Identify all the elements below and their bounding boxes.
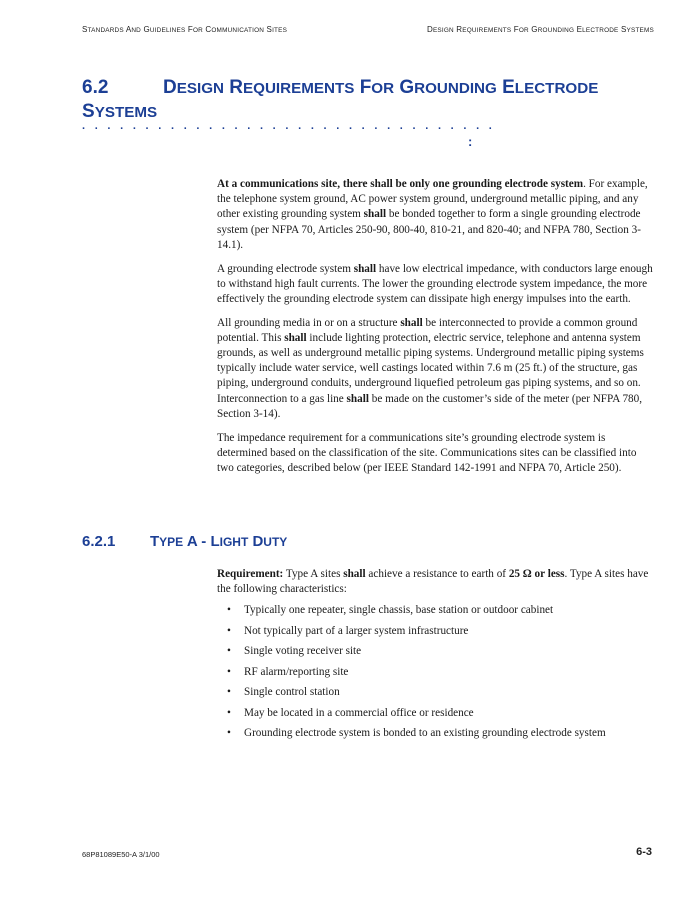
section-title-line1: DESIGN REQUIREMENTS FOR GROUNDING ELECTRODE <box>163 77 599 98</box>
section-title <box>82 76 642 124</box>
dotted-rule-dots: . . . . . . . . . . . . . . . . . . . . . . . . . . . . . . . . . <box>82 120 496 132</box>
list-item-text: May be located in a commercial office or residence <box>244 706 474 719</box>
p3-shall-3: shall <box>346 392 369 405</box>
p3-text-d: be made on the customer’s side of the meter (per NFPA 780, Section 3-14). <box>217 392 643 420</box>
req-text-c: . Type A sites have the following characteristics: <box>217 568 649 596</box>
subsection-number: 6.2.1 <box>82 533 116 550</box>
subsection-body <box>217 567 654 747</box>
list-item <box>217 644 654 659</box>
p2-text-a: A grounding electrode system <box>217 262 354 275</box>
list-item-text: Typically one repeater, single chassis, base station or outdoor cabinet <box>244 604 554 617</box>
requirement-paragraph <box>217 567 654 597</box>
paragraph-1 <box>217 177 654 253</box>
paragraph-4: The impedance requirement for a communications site’s grounding electrode system is determined based on the classification of the site. Communications sites can be classified into two categories, described below (per IEEE Standard 142-1991 and NFPA 70, Article 250). <box>217 431 637 474</box>
list-item-text: Single voting receiver site <box>244 645 362 658</box>
footer-doc-id: 68P81089E50-A 3/1/00 <box>82 850 160 859</box>
bullet-icon: • <box>227 686 231 699</box>
bullet-icon: • <box>227 665 231 678</box>
section-number: 6.2 <box>82 77 109 98</box>
list-item-text: Not typically part of a larger system infrastructure <box>244 624 469 637</box>
p2-shall: shall <box>353 262 377 275</box>
subsection-title-text: TYPE A - LIGHT DUTY <box>150 533 288 550</box>
page-number: 6-3 <box>636 846 652 858</box>
p2-text-b: have low electrical impedance, with conductors large enough to withstand high fault currents. The lower the grounding electrode system impedance, the more effectively the grounding electrode system can dissipate high energy impulses into the earth. <box>217 262 653 305</box>
bullet-icon: • <box>227 604 231 617</box>
p3-text-b: be interconnected to provide a common ground potential. This <box>217 316 638 344</box>
section-body <box>217 177 654 485</box>
p3-shall-2: shall <box>284 331 307 344</box>
bullet-icon: • <box>227 706 231 719</box>
bullet-icon: • <box>227 727 231 740</box>
p3-shall-1: shall <box>400 316 423 329</box>
bullet-icon: • <box>227 624 231 637</box>
req-value: 25 Ω or less <box>508 568 565 580</box>
list-item <box>217 624 654 639</box>
characteristics-list <box>217 603 654 741</box>
list-item-text: RF alarm/reporting site <box>244 665 349 678</box>
paragraph-3 <box>217 316 654 422</box>
p1-bold: At a communications site, there shall be only one grounding electrode system <box>217 178 584 190</box>
paragraph-2 <box>217 262 654 308</box>
req-text-a: Type A sites <box>283 568 344 580</box>
running-header-left: STANDARDS AND GUIDELINES FOR COMMUNICATION SITES <box>82 25 288 34</box>
running-header-right: DESIGN REQUIREMENTS FOR GROUNDING ELECTRODE SYSTEMS <box>426 25 654 34</box>
p1-text-a: . For example, the telephone system ground, AC power system ground, underground metallic piping, and any other existing grounding system <box>217 178 648 221</box>
req-text-b: achieve a resistance to earth of <box>365 568 509 580</box>
list-item <box>217 706 654 721</box>
list-item-text: Grounding electrode system is bonded to an existing grounding electrode system <box>244 727 606 740</box>
list-item-text: Single control station <box>244 686 340 699</box>
list-item <box>217 685 654 700</box>
section-title-line2: SYSTEMS <box>82 101 158 122</box>
p3-text-c: include lighting protection, electric service, telephone and antenna system grounds, as well as underground metallic piping systems. Underground metallic piping systems typically include water service, well castings located within 7.6 m (25 ft.) of the structure, gas piping, underground conduits, underground liquefied petroleum gas piping systems, and so on. Interconnection to a gas line <box>217 331 644 405</box>
list-item <box>217 665 654 680</box>
dotted-rule-colon: : <box>468 134 473 149</box>
requirement-label: Requirement: <box>217 568 284 580</box>
list-item <box>217 726 654 741</box>
subsection-title <box>82 533 287 550</box>
dotted-rule <box>82 120 496 160</box>
p3-text-a: All grounding media in or on a structure <box>217 316 401 329</box>
list-item <box>217 603 654 618</box>
p1-shall: shall <box>363 208 387 221</box>
p1-text-b: be bonded together to form a single grounding electrode system (per NFPA 70, Articles 250-90, 800-40, 810-21, and 820-40; and NFPA 780, Section 3-14.1). <box>217 208 641 251</box>
req-shall: shall <box>343 568 366 580</box>
bullet-icon: • <box>227 645 231 658</box>
